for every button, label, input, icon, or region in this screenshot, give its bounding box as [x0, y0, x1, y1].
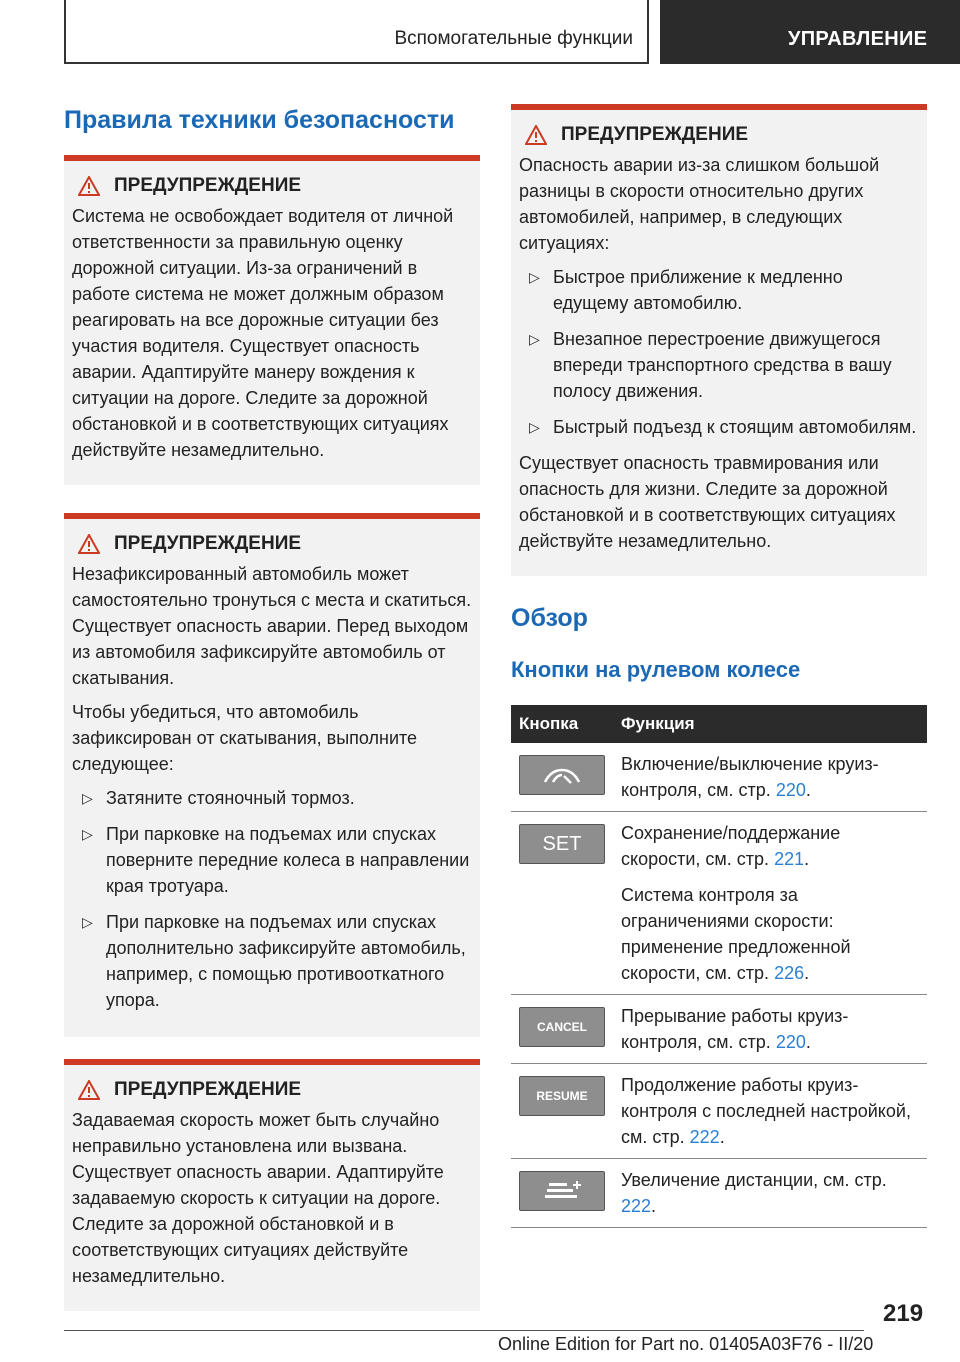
warning-box-4	[511, 104, 927, 576]
table-row: SET Сохранение/поддержание скорости, см. стр. 221. Система контроля за ограничениями скорости: применение предложенной скорости, см. стр. 226.	[511, 812, 927, 995]
distance-increase-icon	[519, 1171, 605, 1211]
page-number: 219	[883, 1300, 924, 1327]
col-header-button: Кнопка	[511, 705, 613, 743]
warning-label: ПРЕДУПРЕЖДЕНИЕ	[114, 175, 302, 196]
list-item: ▷ Быстрое приближение к медленно едущему автомобилю.	[519, 264, 919, 316]
cruise-control-icon	[519, 755, 605, 795]
warning-label: ПРЕДУПРЕЖДЕНИЕ	[114, 533, 302, 554]
list-item: ▷ При парковке на подъемах или спусках дополнительно зафиксируйте автомобиль, например, с помощью противооткатного упора.	[72, 909, 472, 1013]
warning-box-1	[64, 155, 480, 485]
safety-title: Правила техники безопасности	[64, 106, 455, 134]
footer-edition: Online Edition for Part no. 01405A03F76 - II/20	[498, 1334, 874, 1354]
footer-divider	[64, 1330, 864, 1331]
function-text: Увеличение дистанции, см. стр.	[621, 1170, 887, 1190]
warning-list	[519, 264, 919, 440]
list-item: ▷ Затяните стояночный тормоз.	[72, 785, 472, 811]
warning-text: Опасность аварии из-за слишком большой разницы в скорости относительно других автомобилей, например, в следующих ситуациях:	[519, 155, 880, 253]
right-column	[511, 104, 927, 1228]
function-text: Прерывание работы круиз-контроля, см. стр.	[621, 1006, 849, 1052]
page-link[interactable]: 221	[774, 849, 805, 869]
warning-label: ПРЕДУПРЕЖДЕНИЕ	[561, 124, 749, 145]
col-header-function: Функция	[613, 705, 927, 743]
header-section-title: Вспомогательные функции	[394, 28, 633, 49]
function-text: Продолжение работы круиз-контроля с последней настройкой, см. стр.	[621, 1075, 911, 1147]
overview-title: Обзор	[511, 604, 588, 632]
warning-triangle-icon	[78, 176, 100, 196]
page-link[interactable]: 222	[621, 1196, 652, 1216]
cancel-button-icon: CANCEL	[519, 1007, 605, 1047]
warning-triangle-icon	[78, 1080, 100, 1100]
page-link[interactable]: 220	[775, 780, 806, 800]
warning-text: Незафиксированный автомобиль может самостоятельно тронуться с места и скатиться. Существует опасность аварии. Перед выходом из автомобиля зафиксируйте автомобиль от скатывания.	[72, 564, 472, 688]
resume-button-icon: RESUME	[519, 1076, 605, 1116]
header-chapter-title: УПРАВЛЕНИЕ	[788, 28, 928, 50]
table-row: Увеличение дистанции, см. стр. 222.	[511, 1159, 927, 1228]
warning-label: ПРЕДУПРЕЖДЕНИЕ	[114, 1079, 302, 1100]
warning-text-2: Существует опасность травмирования или опасность для жизни. Следите за дорожной обстановкой и в соответствующих ситуациях действуйте незамедлительно.	[519, 453, 896, 551]
header-section-box	[64, 0, 649, 64]
function-text: Система контроля за ограничениями скорости: применение предложенной скорости, см. стр.	[621, 885, 851, 983]
page-link[interactable]: 222	[689, 1127, 720, 1147]
buttons-table	[511, 705, 927, 1228]
warning-text: Система не освобождает водителя от личной ответственности за правильную оценку дорожной ситуации. Из-за ограничений в работе система не может должным образом реагировать на все дорожные ситуации без участия водителя. Существует опасность аварии. Адаптируйте манеру вождения к ситуации на дороге. Следите за дорожной обстановкой и в соответствующих ситуациях действуйте незамедлительно.	[72, 206, 454, 460]
warning-triangle-icon	[78, 534, 100, 554]
set-button-icon: SET	[519, 824, 605, 864]
page-link[interactable]: 226	[774, 963, 805, 983]
table-row: CANCEL Прерывание работы круиз-контроля, см. стр. 220.	[511, 995, 927, 1064]
buttons-title: Кнопки на рулевом колесе	[511, 657, 801, 682]
page-link[interactable]: 220	[775, 1032, 806, 1052]
table-row: RESUME Продолжение работы круиз-контроля с последней настройкой, см. стр. 222.	[511, 1064, 927, 1159]
function-text: Сохранение/поддержание скорости, см. стр.	[621, 823, 841, 869]
warning-triangle-icon	[525, 125, 547, 145]
list-item: ▷ При парковке на подъемах или спусках поверните передние колеса в направлении края тротуара.	[72, 821, 472, 899]
warning-text: Задаваемая скорость может быть случайно неправильно установлена или вызвана. Существует опасность аварии. Адаптируйте задаваемую скорость к ситуации на дороге. Следите за дорожной обстановкой и в соответствующих ситуациях действуйте незамедлительно.	[72, 1110, 444, 1286]
warning-box-3	[64, 1059, 480, 1311]
list-item: ▷ Быстрый подъезд к стоящим автомобилям.	[519, 414, 919, 440]
warning-box-2	[64, 513, 480, 1037]
list-item: ▷ Внезапное перестроение движущегося впереди транспортного средства в вашу полосу движения.	[519, 326, 919, 404]
warning-text-2: Чтобы убедиться, что автомобиль зафиксирован от скатывания, выполните следующее:	[72, 702, 418, 774]
warning-list	[72, 785, 472, 1013]
left-column	[64, 106, 480, 1311]
table-row: Включение/выключение круиз-контроля, см. стр. 220.	[511, 743, 927, 812]
header-chapter-box	[660, 0, 960, 64]
function-text: Включение/выключение круиз-контроля, см. стр.	[621, 754, 879, 800]
